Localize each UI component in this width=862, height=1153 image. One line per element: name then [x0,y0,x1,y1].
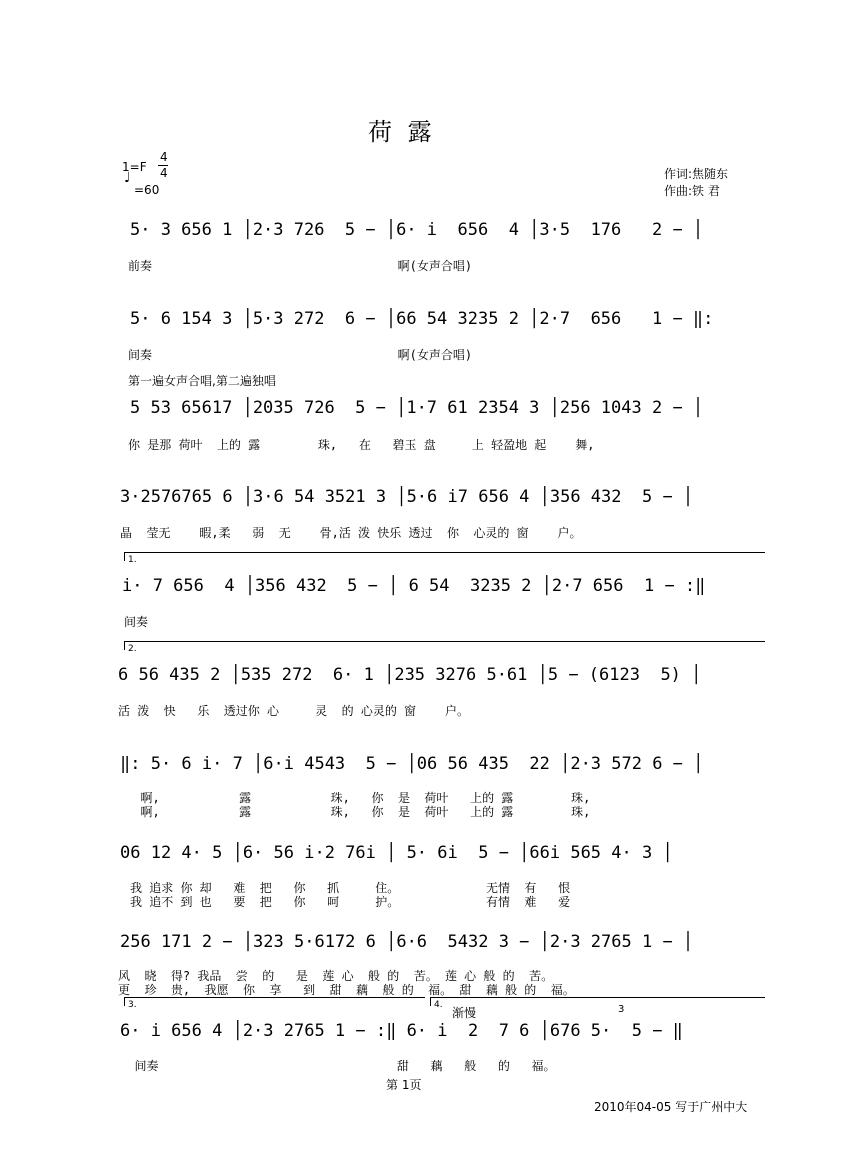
score-row-5: i· 7 656 4 │356 432 5 − │ 6 54 3235 2 │2·7 656 1 − :‖ [122,576,706,596]
volta-number-1: 1. [128,555,137,565]
page-number: 第 1页 [386,1078,422,1092]
time-signature-top: 4 [160,150,168,164]
composition-note: 2010年04-05 写于广州中大 [594,1100,748,1114]
volta-number-3: 3. [128,1000,137,1010]
verse-instruction: 第一遍女声合唱,第二遍独唱 [128,374,276,388]
volta-number-4: 4. [434,1000,443,1010]
time-signature-bottom: 4 [160,166,168,180]
lyric-row-8-verse-1: 我 追求 你 却 难 把 你 抓 住。 无情 有 恨 [130,881,571,895]
lyric-row-10: 间奏 甜 藕 般 的 福。 [120,1059,556,1073]
lyric-row-1: 前奏 啊(女声合唱) [128,259,473,273]
volta-bracket-3 [124,997,425,1006]
lyric-row-7-verse-1: 啊, 露 珠, 你 是 荷叶 上的 露 珠, [126,791,591,805]
score-row-4: 3·2576765 6 │3·6 54 3521 3 │5·6 i7 656 4 │356 432 5 − │ [120,487,694,507]
composer-credit: 作曲:铁 君 [664,184,720,198]
score-row-9: 256 171 2 − │323 5·6172 6 │6·6 5432 3 − │2·3 2765 1 − │ [120,932,694,952]
lyric-row-6: 活 泼 快 乐 透过你 心 灵 的 心灵的 窗 户。 [118,704,469,718]
score-row-2: 5· 6 154 3 │5·3 272 6 − │66 54 3235 2 │2·7 656 1 − ‖: [130,309,714,329]
lyric-row-2: 间奏 啊(女声合唱) [128,348,473,362]
volta-bracket-1 [124,552,765,561]
lyricist-credit: 作词:焦随东 [664,167,729,181]
triplet-mark: 3 [618,1004,625,1015]
volta-bracket-2 [124,641,765,650]
lyric-row-7-verse-2: 啊, 露 珠, 你 是 荷叶 上的 露 珠, [126,805,591,819]
volta-bracket-4 [430,997,765,1006]
tempo-marking: =60 [134,183,160,197]
score-row-3: 5 53 65617 │2035 726 5 − │1·7 61 2354 3 │256 1043 2 − │ [130,398,704,418]
score-row-1: 5· 3 656 1 │2·3 726 5 − │6· i 656 4 │3·5 176 2 − │ [130,220,704,240]
score-row-6: 6 56 435 2 │535 272 6· 1 │235 3276 5·61 │5 − (6123 5) │ [118,665,702,685]
tempo-change-mark: 渐慢 [452,1006,477,1020]
lyric-row-8-verse-2: 我 追不 到 也 要 把 你 呵 护。 有情 难 爱 [130,895,571,909]
lyric-row-4: 晶 莹无 暇,柔 弱 无 骨,活 泼 快乐 透过 你 心灵的 窗 户。 [120,526,582,540]
lyric-row-9-verse-2: 更 珍 贵, 我愿 你 享 到 甜 藕 般 的 福。 甜 藕 般 的 福。 [118,983,575,997]
lyric-row-3: 你 是那 荷叶 上的 露 珠, 在 碧玉 盘 上 轻盈地 起 舞, [128,438,595,452]
volta-number-2: 2. [128,644,137,654]
lyric-row-9-verse-1: 风 晓 得? 我品 尝 的 是 莲 心 般 的 苦。 莲 心 般 的 苦。 [118,969,554,983]
song-title: 荷 露 [368,118,436,146]
score-row-7: ‖: 5· 6 i· 7 │6·i 4543 5 − │06 56 435 22 │2·3 572 6 − │ [120,754,704,774]
lyric-row-5: 间奏 [124,615,149,629]
quarter-note-icon: ♩ [124,170,131,186]
score-row-10: 6· i 656 4 │2·3 2765 1 − :‖ 6· i 2 7 6 │676 5· 5 − ‖ [120,1021,683,1041]
key-signature: 1=F [122,160,147,174]
score-row-8: 06 12 4· 5 │6· 56 i·2 76i │ 5· 6i 5 − │66i 565 4· 3 │ [120,843,673,863]
